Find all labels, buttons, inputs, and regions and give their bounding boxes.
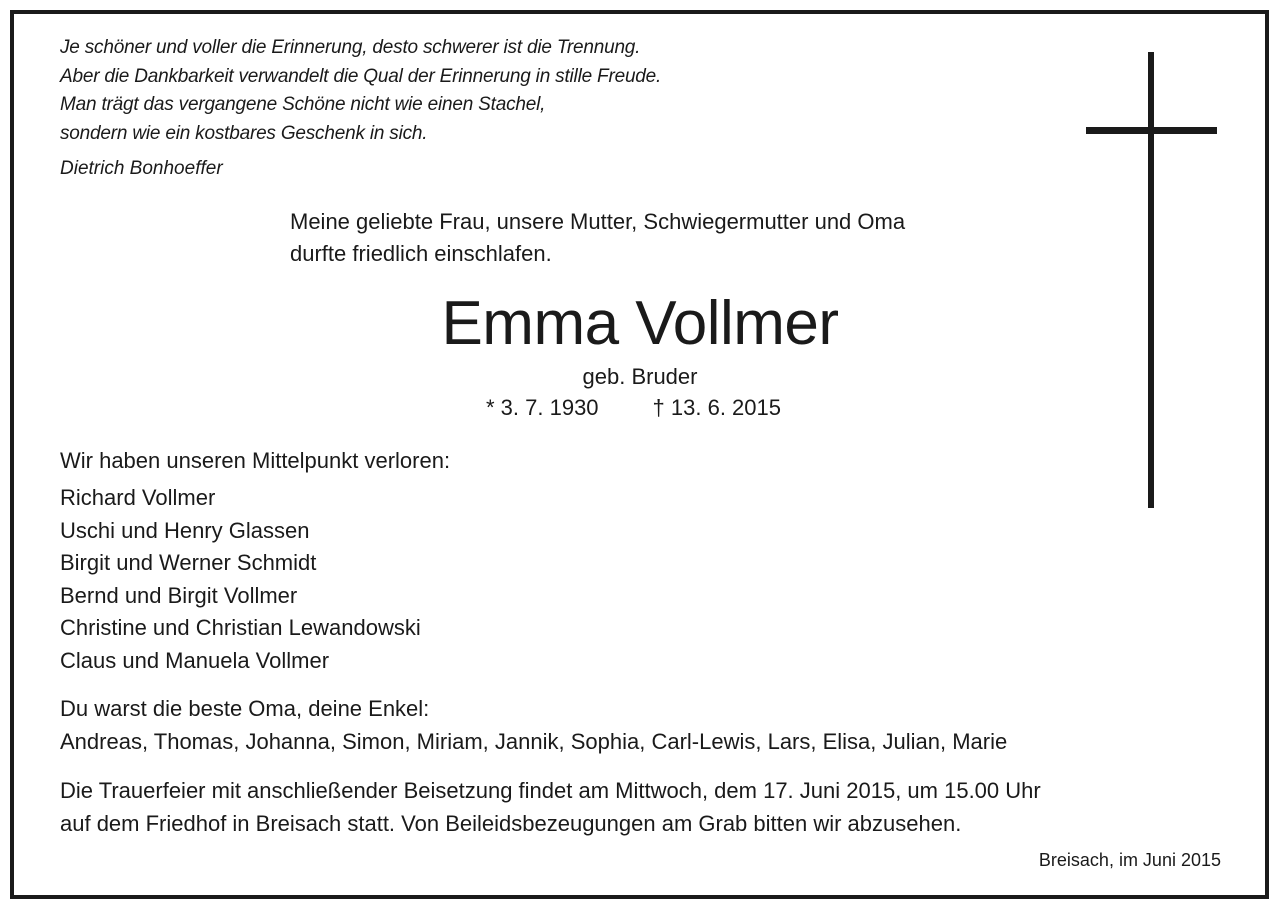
cross-vertical-bar bbox=[1148, 52, 1154, 508]
list-item: Claus und Manuela Vollmer bbox=[60, 647, 330, 673]
grandchildren-names-text: Andreas, Thomas, Johanna, Simon, Miriam, Jannik, Sophia, Carl-Lewis, Lars, Elisa, Julian, Marie bbox=[60, 729, 1008, 754]
bonhoeffer-quote bbox=[60, 34, 661, 148]
cross-horizontal-bar bbox=[1086, 127, 1217, 134]
quote-line-1: Je schöner und voller die Erinnerung, desto schwerer ist die Trennung. bbox=[60, 37, 641, 58]
list-item: Richard Vollmer bbox=[60, 485, 216, 510]
list-item: Christine und Christian Lewandowski bbox=[60, 615, 421, 640]
maiden-name: geb. Bruder bbox=[582, 364, 698, 389]
mourners-heading bbox=[60, 445, 450, 478]
grandchildren-names bbox=[60, 726, 1007, 759]
funeral-line-1: Die Trauerfeier mit anschließender Beisetzung findet am Mittwoch, dem 17. Juni 2015, um 15.00 Uhr bbox=[60, 778, 1041, 803]
funeral-line-2: auf dem Friedhof in Breisach statt. Von Beileidsbezeugungen am Grab bitten wir abzusehen. bbox=[60, 810, 962, 836]
deceased-name: Emma Vollmer bbox=[441, 289, 839, 358]
funeral-details bbox=[60, 775, 1041, 840]
quote-line-3: Man trägt das vergangene Schöne nicht wie einen Stachel, bbox=[60, 94, 546, 115]
quote-author: Dietrich Bonhoeffer bbox=[60, 158, 223, 179]
life-dates bbox=[486, 393, 781, 423]
intro-line-2: durfte friedlich einschlafen. bbox=[290, 241, 552, 266]
list-item: Uschi und Henry Glassen bbox=[60, 517, 310, 543]
grandchildren-heading-text: Du warst die beste Oma, deine Enkel: bbox=[60, 696, 430, 721]
intro-text bbox=[290, 206, 905, 270]
place-and-date: Breisach, im Juni 2015 bbox=[1038, 850, 1221, 870]
death-date: † 13. 6. 2015 bbox=[652, 395, 781, 420]
mourners-list bbox=[60, 482, 421, 677]
quote-line-4: sondern wie ein kostbares Geschenk in sich. bbox=[60, 122, 428, 144]
intro-line-1: Meine geliebte Frau, unsere Mutter, Schwiegermutter und Oma bbox=[290, 209, 906, 234]
list-item: Birgit und Werner Schmidt bbox=[60, 550, 317, 575]
list-item: Bernd und Birgit Vollmer bbox=[60, 582, 298, 608]
quote-line-2: Aber die Dankbarkeit verwandelt die Qual der Erinnerung in stille Freude. bbox=[60, 65, 662, 87]
birth-date: * 3. 7. 1930 bbox=[486, 395, 599, 420]
grandchildren-heading bbox=[60, 693, 429, 726]
mourners-heading-text: Wir haben unseren Mittelpunkt verloren: bbox=[60, 448, 451, 473]
